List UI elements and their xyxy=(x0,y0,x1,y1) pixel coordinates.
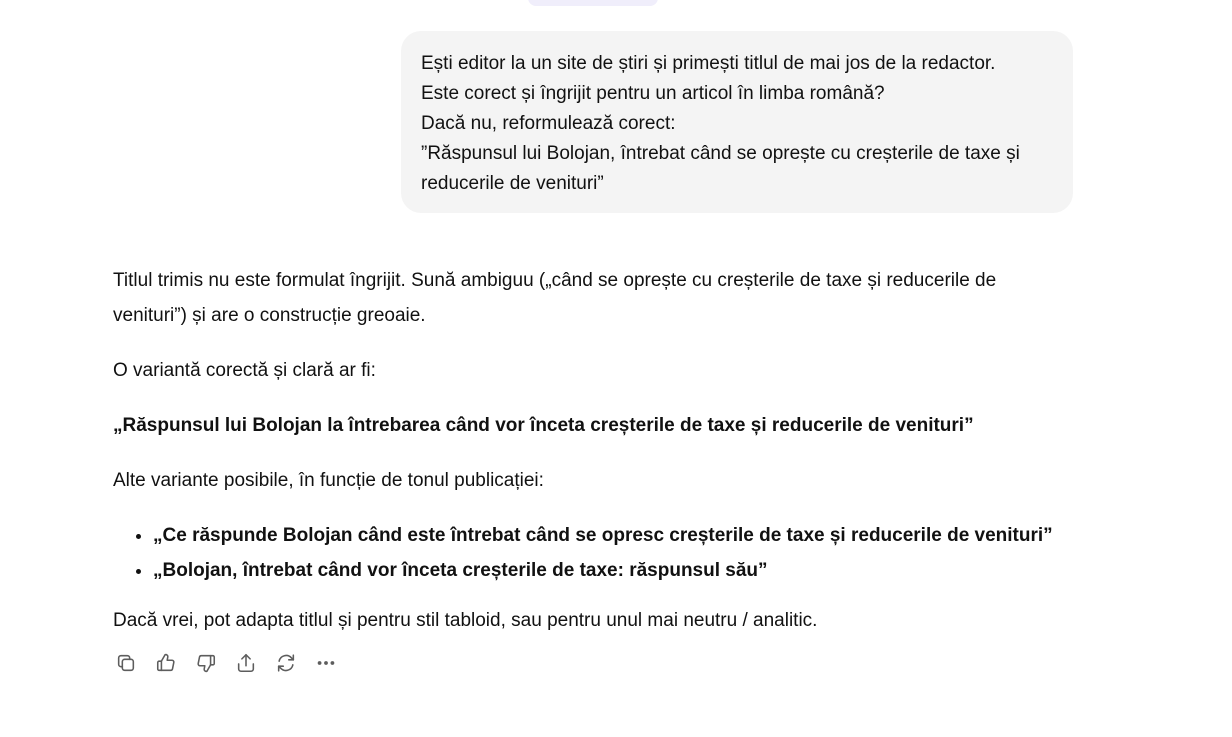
more-icon xyxy=(315,652,337,674)
user-message-line: ”Răspunsul lui Bolojan, întrebat când se oprește cu creșterile de taxe și reducerile de venituri” xyxy=(421,143,1020,194)
copy-icon xyxy=(115,652,137,674)
regenerate-button[interactable] xyxy=(273,650,299,676)
user-message-line: Ești editor la un site de știri și primești titlul de mai jos de la redactor. xyxy=(421,53,996,74)
alternative-item: • „Ce răspunde Bolojan când este întrebat când se opresc creșterile de taxe și reducerile de venituri” xyxy=(153,518,1073,553)
alternatives-label: Alte variante posibile, în funcție de tonul publicației: xyxy=(113,470,544,491)
thumbs-up-button[interactable] xyxy=(153,650,179,676)
previous-element-edge xyxy=(528,0,658,6)
thumbs-down-button[interactable] xyxy=(193,650,219,676)
user-message-line: Este corect și îngrijit pentru un articol în limba română? xyxy=(421,83,885,104)
assistant-closing: Dacă vrei, pot adapta titlul și pentru stil tabloid, sau pentru unul mai neutru / analitic. xyxy=(113,610,818,631)
alternative-item: • „Bolojan, întrebat când vor înceta creșterile de taxe: răspunsul său” xyxy=(153,553,1073,588)
copy-button[interactable] xyxy=(113,650,139,676)
message-actions xyxy=(113,650,339,676)
more-options-button[interactable] xyxy=(313,650,339,676)
user-message-line: Dacă nu, reformulează corect: xyxy=(421,113,676,134)
thumbs-down-icon xyxy=(195,652,217,674)
thumbs-up-icon xyxy=(155,652,177,674)
correct-variant-label: O variantă corectă și clară ar fi: xyxy=(113,360,376,381)
correct-title: „Răspunsul lui Bolojan la întrebarea când vor înceta creșterile de taxe și reducerile de venituri” xyxy=(113,415,974,436)
share-icon xyxy=(235,652,257,674)
assistant-intro: Titlul trimis nu este formulat îngrijit. Sună ambiguu („când se oprește cu creșterile de taxe și reducerile de venituri”) și are o construcție greoaie. xyxy=(113,270,997,326)
user-message-bubble xyxy=(401,31,1073,213)
alternatives-list xyxy=(113,518,1073,588)
regenerate-icon xyxy=(275,652,297,674)
share-button[interactable] xyxy=(233,650,259,676)
assistant-message xyxy=(113,263,1073,658)
